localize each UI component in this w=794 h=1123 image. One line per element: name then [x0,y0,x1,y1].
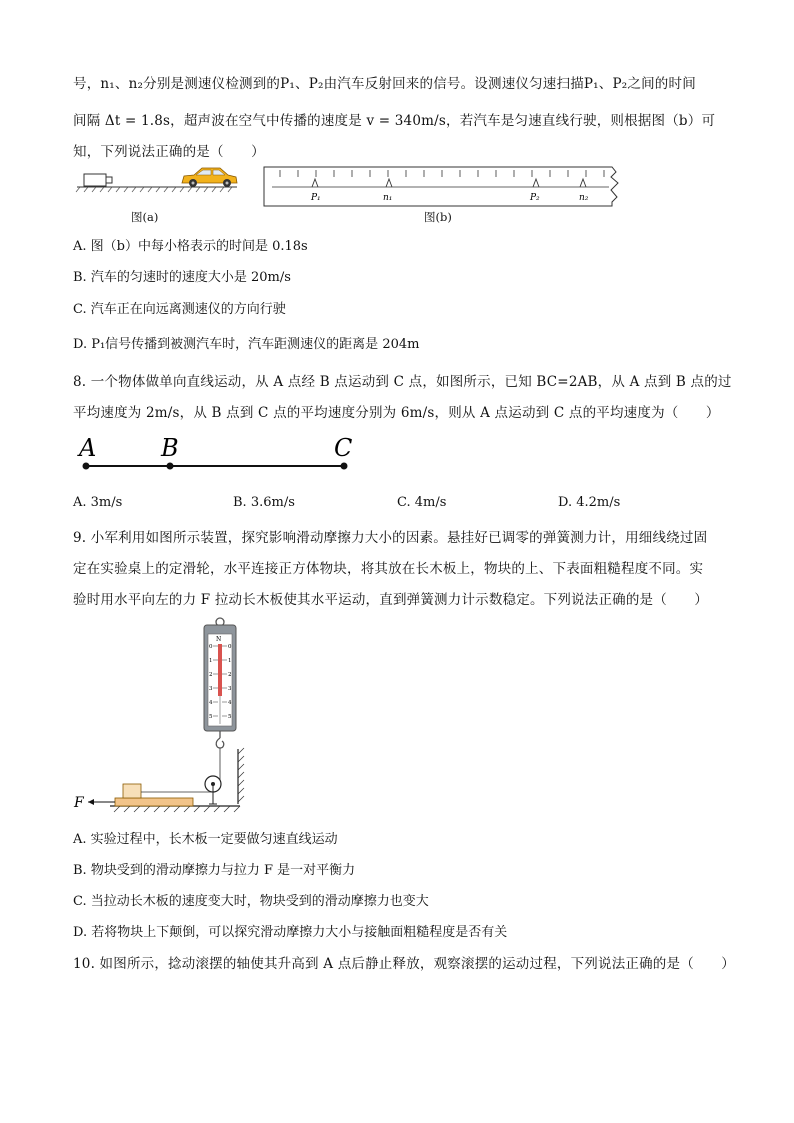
q7-option-b[interactable]: B. 汽车的匀速时的速度大小是 20m/s [73,270,291,285]
q7-stem-line-3: 知，下列说法正确的是（ ） [73,144,265,160]
label-n2: n₂ [579,193,589,203]
q7-stem-line-2: 间隔 Δt = 1.8s，超声波在空气中传播的速度是 v = 340m/s，若汽车是匀速直线行驶，则根据图（b）可 [73,113,716,129]
q9-stem-line-1: 9. 小军利用如图所示装置，探究影响滑动摩擦力大小的因素。悬挂好已调零的弹簧测力计，用细线绕过固 [73,530,708,546]
car-icon [182,168,237,187]
q9-option-d[interactable]: D. 若将物块上下颠倒，可以探究滑动摩擦力大小与接触面粗糙程度是否有关 [73,925,508,940]
svg-text:4: 4 [209,700,213,706]
q8-option-c[interactable]: C. 4m/s [397,495,447,510]
q9-stem-line-3: 验时用水平向左的力 F 拉动长木板使其水平运动，直到弹簧测力计示数稳定。下列说法正确的是（ ） [73,592,709,608]
q8-figure-abc [74,432,364,474]
q7-figure-a [72,160,242,200]
point-b-dot [167,463,174,470]
q9-option-b[interactable]: B. 物块受到的滑动摩擦力与拉力 F 是一对平衡力 [73,863,356,878]
long-board [115,798,193,806]
q9-stem-line-2: 定在实验桌上的定滑轮，水平连接正方体物块，将其放在长木板上，物块的上、下表面粗糙程度不同。实 [73,561,704,577]
q10-stem-line-1: 10. 如图所示，捻动滚摆的轴使其升高到 A 点后静止释放，观察滚摆的运动过程，下列说法正确的是（ ） [73,956,735,972]
svg-text:1: 1 [209,658,213,664]
point-c-label: C [334,434,353,462]
q7-figure-b-caption: 图(b) [424,210,452,224]
point-b-label: B [161,434,179,462]
svg-text:5: 5 [209,714,213,720]
q7-option-c[interactable]: C. 汽车正在向远离测速仪的方向行驶 [73,302,286,317]
q9-figure-apparatus [70,614,260,814]
label-p1: P₁ [311,193,321,203]
q7-option-a[interactable]: A. 图（b）中每小格表示的时间是 0.18s [73,239,308,254]
svg-text:1: 1 [228,658,232,664]
speed-detector-icon [84,174,106,186]
label-p2: P₂ [530,193,540,203]
svg-text:5: 5 [228,714,232,720]
q8-option-a[interactable]: A. 3m/s [73,495,123,510]
q9-option-a[interactable]: A. 实验过程中，长木板一定要做匀速直线运动 [73,832,338,847]
q7-figure-b [262,166,632,208]
q8-stem-line-2: 平均速度为 2m/s，从 B 点到 C 点的平均速度分别为 6m/s，则从 A 点运动到 C 点的平均速度为（ ） [73,405,720,421]
q9-option-c[interactable]: C. 当拉动长木板的速度变大时，物块受到的滑动摩擦力也变大 [73,894,429,909]
svg-text:2: 2 [209,672,213,678]
svg-text:3: 3 [209,686,213,692]
svg-text:2: 2 [228,672,232,678]
svg-text:0: 0 [209,644,213,650]
q7-figure-a-caption: 图(a) [131,210,159,224]
pulley-icon [205,776,221,804]
q7-stem-line-1: 号，n₁、n₂分别是测速仪检测到的P₁、P₂由汽车反射回来的信号。设测速仪匀速扫描P₁、P₂之间的时间 [73,76,696,92]
point-a-label: A [79,434,97,462]
scale-unit: N [216,636,222,643]
q7-option-d[interactable]: D. P₁信号传播到被测汽车时，汽车距测速仪的距离是 204m [73,337,420,352]
q8-option-b[interactable]: B. 3.6m/s [233,495,295,510]
point-a-dot [83,463,90,470]
svg-text:4: 4 [228,700,232,706]
svg-text:0: 0 [228,644,232,650]
cube-block [123,784,141,798]
force-label: F [74,795,84,811]
point-c-dot [341,463,348,470]
spring-scale-icon [204,625,236,731]
q8-stem-line-1: 8. 一个物体做单向直线运动，从 A 点经 B 点运动到 C 点，如图所示，已知 BC=2AB，从 A 点到 B 点的过 [73,374,732,390]
label-n1: n₁ [383,193,393,203]
svg-text:3: 3 [228,686,232,692]
q8-option-d[interactable]: D. 4.2m/s [558,495,621,510]
